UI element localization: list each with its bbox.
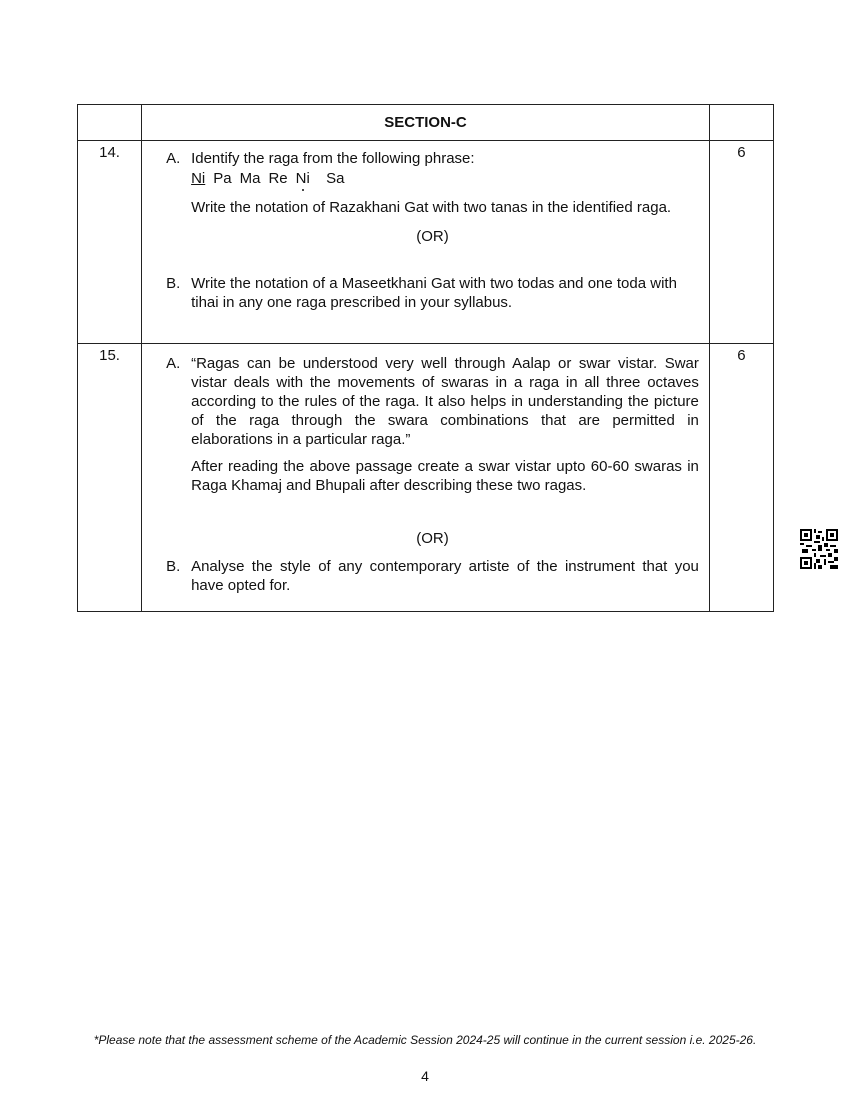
part-a	[166, 354, 699, 449]
part-a	[166, 149, 699, 188]
empty-cell	[709, 105, 773, 141]
raga-phrase	[191, 169, 699, 188]
section-header-row	[78, 105, 774, 141]
part-label: B.	[166, 558, 181, 575]
swara-note: Ni	[295, 170, 310, 187]
swara-note: Ni	[191, 170, 206, 187]
question-body	[142, 141, 710, 344]
question-table	[77, 104, 774, 612]
part-b-text: Analyse the style of any contemporary artiste of the instrument that you have opted for.	[191, 558, 699, 594]
footnote: *Please note that the assessment scheme of the Academic Session 2024-25 will continue in the current session i.e. 2025-26.	[93, 1033, 757, 1047]
part-a-instruction: Write the notation of Razakhani Gat with two tanas in the identified raga.	[191, 199, 672, 216]
question-number: 14.	[78, 141, 142, 344]
question-body	[142, 344, 710, 612]
qr-code-icon	[800, 529, 838, 569]
question-row-15	[78, 344, 774, 612]
part-a-instruction: After reading the above passage create a swar vistar upto 60-60 swaras in Raga Khamaj and Bhupali after describing these two ragas.	[191, 458, 699, 494]
part-a-text: Identify the raga from the following phrase:	[191, 150, 475, 167]
marks: 6	[709, 141, 773, 344]
part-label: A.	[166, 150, 181, 167]
section-title: SECTION-C	[142, 105, 710, 141]
question-row-14	[78, 141, 774, 344]
part-a-passage: “Ragas can be understood very well through Aalap or swar vistar. Swar vistar deals with the movements of swaras in a raga in all three octaves according to the rules of the raga. It also helps in understanding the picture of the raga through the swara combinations that are permitted in elaborations in a particular raga.”	[191, 355, 699, 448]
part-label: B.	[166, 275, 181, 292]
page-number: 4	[421, 1068, 429, 1084]
empty-cell	[78, 105, 142, 141]
swara-note: Pa	[213, 170, 232, 187]
swara-note: Sa	[326, 170, 345, 187]
swara-note: Re	[268, 170, 288, 187]
marks: 6	[709, 344, 773, 612]
swara-note: Ma	[239, 170, 261, 187]
part-b-text: Write the notation of a Maseetkhani Gat with two todas and one toda with tihai in any one raga prescribed in your syllabus.	[191, 275, 677, 311]
part-label: A.	[166, 355, 181, 372]
question-number: 15.	[78, 344, 142, 612]
part-b	[166, 557, 699, 595]
or-label: (OR)	[416, 530, 449, 547]
part-b	[166, 274, 699, 312]
or-label: (OR)	[416, 228, 449, 245]
